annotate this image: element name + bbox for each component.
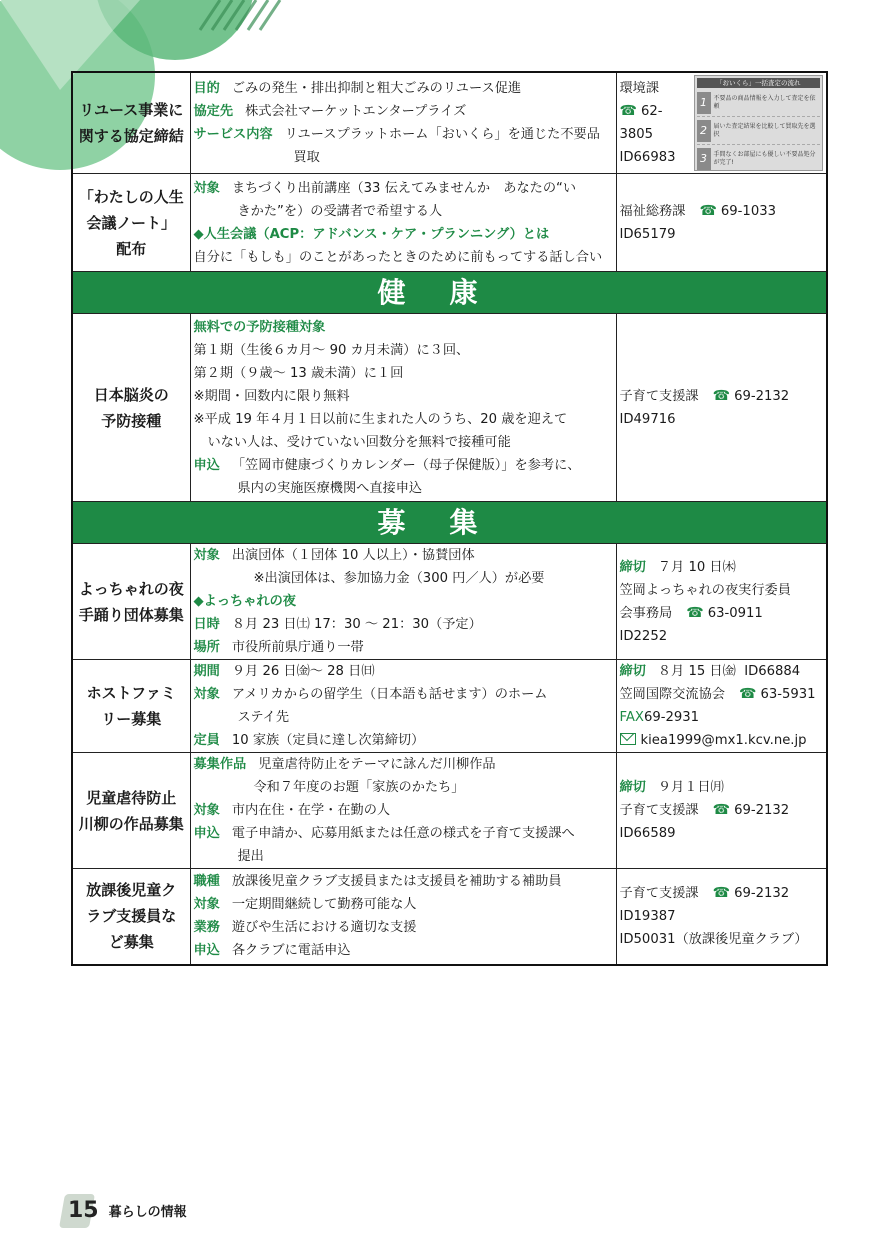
step-number: 2 bbox=[697, 120, 711, 142]
field-value: ９月 26 日㈮～ 28 日㈰ bbox=[231, 664, 375, 679]
field-value: 放課後児童クラブ支援員または支援員を補助する補助員 bbox=[231, 874, 562, 890]
step-text: 不要品の商品情報を入力して査定を依頼 bbox=[713, 94, 816, 110]
field-value: 電子申請か、応募用紙または任意の様式を子育て支援課へ bbox=[231, 826, 575, 841]
title-line: ホストファミ bbox=[86, 684, 176, 702]
field-value-cont: 令和７年度のお題「家族のかたち」 bbox=[253, 780, 465, 795]
title-line: 関する協定締結 bbox=[78, 127, 184, 145]
field-value-cont: きかた”を）の受講者で希望する人 bbox=[237, 203, 443, 219]
field-value: 10 家族（定員に達し次第締切） bbox=[231, 733, 425, 748]
field-value-cont: ステイ先 bbox=[237, 710, 290, 725]
deadline-date: ８月 15 日㈮ bbox=[657, 664, 736, 679]
phone-number: 63-0911 bbox=[707, 605, 763, 621]
text-line: いない人は、受けていない回数分を無料で接種可能 bbox=[207, 434, 511, 450]
phone-number: 63-5931 bbox=[760, 687, 816, 702]
dept-name: 子育て支援課 bbox=[619, 388, 699, 404]
acp-text: 自分に「もしも」のことがあったときのために前もってする話し合い bbox=[193, 249, 603, 265]
text-line: 第２期（９歳～ 13 歳未満）に１回 bbox=[193, 365, 404, 381]
row-contact bbox=[616, 544, 827, 660]
flow-title: 「おいくら」一括査定の流れ bbox=[697, 78, 821, 88]
phone-icon: ☎ bbox=[619, 103, 637, 119]
page-footer bbox=[68, 1198, 187, 1223]
section-header-health bbox=[72, 272, 827, 314]
row-title bbox=[72, 314, 190, 502]
phone-icon: ☎ bbox=[699, 202, 717, 219]
deadline-date: ９月１日㈪ bbox=[657, 780, 724, 795]
row-content bbox=[190, 544, 616, 660]
dept-name: 環境課 bbox=[619, 81, 660, 96]
section-title: 募集 bbox=[72, 502, 827, 544]
row-title bbox=[72, 869, 190, 965]
field-note: ※出演団体は、参加協力金（300 円／人）が必要 bbox=[253, 571, 545, 586]
text-line: ※平成 19 年４月１日以前に生まれた人のうち、20 歳を迎えて bbox=[193, 411, 568, 427]
phone-icon: ☎ bbox=[712, 802, 731, 818]
field-value: リユースプラットホーム「おいくら」を通じた不要品 bbox=[284, 127, 600, 142]
footer-section-label: 暮らしの情報 bbox=[108, 1205, 187, 1220]
row-content bbox=[190, 72, 616, 174]
section-subheading: 無料での予防接種対象 bbox=[193, 319, 326, 335]
row-contact bbox=[616, 753, 827, 869]
office-name: 会事務局 bbox=[619, 605, 673, 621]
step-text: 手間なくお部屋にも優しい不要品処分が完了! bbox=[713, 150, 816, 166]
table-row-reuse bbox=[72, 72, 827, 174]
field-label: 日時 bbox=[193, 617, 220, 632]
row-contact bbox=[616, 174, 827, 272]
text-line: ※期間・回数内に限り無料 bbox=[193, 388, 350, 404]
table-row-homestay bbox=[72, 660, 827, 753]
field-value: 株式会社マーケットエンタープライズ bbox=[245, 104, 467, 119]
row-title bbox=[72, 72, 190, 174]
field-label: 目的 bbox=[193, 81, 220, 96]
field-value: 各クラブに電話申込 bbox=[231, 943, 351, 959]
field-value-cont: 県内の実施医療機関へ直接申込 bbox=[237, 480, 423, 496]
title-line: 放課後児童ク bbox=[86, 881, 177, 900]
field-label: 対象 bbox=[193, 897, 220, 913]
table-row-senryu bbox=[72, 753, 827, 869]
row-title bbox=[72, 174, 190, 272]
field-value: アメリカからの留学生（日本語も話せます）のホーム bbox=[231, 687, 548, 702]
field-label: 期間 bbox=[193, 664, 220, 679]
email-address[interactable]: kiea1999@mx1.kcv.ne.jp bbox=[640, 733, 807, 748]
row-title bbox=[72, 544, 190, 660]
field-label: 対象 bbox=[193, 548, 220, 563]
title-line: 「わたしの人生 bbox=[78, 187, 184, 206]
phone-number: 69-1033 bbox=[720, 203, 776, 219]
title-line: リユース事業に bbox=[79, 101, 184, 119]
step-text: 届いた査定結果を比較して買取先を選択 bbox=[713, 122, 816, 138]
page-id: ID66884 bbox=[744, 664, 801, 679]
flow-step bbox=[697, 117, 821, 145]
title-line: リー募集 bbox=[101, 710, 162, 728]
field-value: 市内在住・在学・在勤の人 bbox=[231, 803, 391, 818]
field-label: 定員 bbox=[193, 733, 220, 748]
page-id: ID19387 bbox=[619, 908, 676, 924]
row-contact bbox=[616, 72, 827, 174]
page-id: ID66983 bbox=[619, 150, 676, 165]
field-label: 対象 bbox=[193, 180, 220, 196]
deadline-date: ７月 10 日㈭ bbox=[657, 559, 736, 575]
row-contact bbox=[616, 314, 827, 502]
deadline-label: 締切 bbox=[619, 664, 646, 679]
section-title: 健康 bbox=[72, 272, 827, 314]
dept-name: 福祉総務課 bbox=[619, 203, 686, 219]
field-value: まちづくり出前講座（33 伝えてみませんか あなたの“い bbox=[231, 180, 577, 196]
field-label: サービス内容 bbox=[193, 127, 273, 142]
row-content bbox=[190, 869, 616, 965]
page-id: ID66589 bbox=[619, 826, 676, 841]
field-value: 児童虐待防止をテーマに詠んだ川柳作品 bbox=[258, 757, 496, 772]
page-id: ID50031（放課後児童クラブ） bbox=[619, 931, 808, 947]
info-table bbox=[71, 71, 828, 966]
title-line: 会議ノート」 bbox=[86, 213, 177, 232]
title-line: 配布 bbox=[116, 239, 147, 258]
step-number: 3 bbox=[697, 148, 711, 170]
event-heading: ◆よっちゃれの夜 bbox=[193, 594, 296, 609]
phone-icon: ☎ bbox=[712, 884, 731, 901]
title-line: ど募集 bbox=[108, 933, 154, 952]
row-contact bbox=[616, 660, 827, 753]
step-number: 1 bbox=[697, 92, 711, 114]
phone-icon: ☎ bbox=[739, 686, 757, 702]
table-row-afterschool bbox=[72, 869, 827, 965]
field-label: 申込 bbox=[193, 943, 220, 959]
row-title bbox=[72, 660, 190, 753]
field-label: 募集作品 bbox=[193, 757, 247, 772]
page-number bbox=[68, 1198, 99, 1223]
row-content bbox=[190, 660, 616, 753]
acp-heading: ◆人生会議（ACP：アドバンス・ケア・プランニング）とは bbox=[193, 226, 550, 242]
page-id: ID2252 bbox=[619, 628, 668, 644]
phone-number: 69-2132 bbox=[734, 803, 790, 818]
row-title bbox=[72, 753, 190, 869]
field-value: 出演団体（１団体 10 人以上）・協賛団体 bbox=[231, 548, 475, 563]
fax-number: 69-2931 bbox=[643, 710, 700, 725]
org-name: 笠岡国際交流協会 bbox=[619, 687, 725, 702]
field-value: 一定期間継続して勤務可能な人 bbox=[231, 897, 417, 913]
section-header-recruit bbox=[72, 502, 827, 544]
table-row-encephalitis bbox=[72, 314, 827, 502]
text-line: 第１期（生後６カ月～ 90 カ月未満）に３回、 bbox=[193, 342, 470, 358]
field-value: 遊びや生活における適切な支援 bbox=[231, 920, 417, 936]
title-line: 日本脳炎の bbox=[93, 385, 169, 404]
deadline-label: 締切 bbox=[619, 780, 646, 795]
field-label: 場所 bbox=[193, 640, 220, 655]
page-id: ID49716 bbox=[619, 411, 676, 427]
phone-number: 69-2132 bbox=[734, 388, 790, 404]
field-label: 協定先 bbox=[193, 104, 234, 119]
oikura-flow-illustration bbox=[694, 75, 824, 171]
field-value: ごみの発生・排出抑制と粗大ごみのリユース促進 bbox=[231, 81, 522, 96]
field-value-cont: 買取 bbox=[293, 150, 320, 165]
field-value: ８月 23 日㈯ 17：30 ～ 21：30（予定） bbox=[231, 617, 482, 632]
dept-name: 子育て支援課 bbox=[619, 803, 699, 818]
row-content bbox=[190, 753, 616, 869]
title-line: 児童虐待防止 bbox=[86, 788, 177, 807]
phone-number: 69-2132 bbox=[734, 885, 790, 901]
title-line: ラブ支援員な bbox=[86, 907, 177, 926]
flow-step bbox=[697, 145, 821, 171]
title-line: 川柳の作品募集 bbox=[78, 814, 184, 833]
field-label: 業務 bbox=[193, 920, 220, 936]
field-value-cont: 提出 bbox=[237, 849, 264, 864]
field-label: 対象 bbox=[193, 803, 220, 818]
phone-icon: ☎ bbox=[686, 604, 704, 621]
field-label: 申込 bbox=[193, 457, 220, 473]
field-value: 「笠岡市健康づくりカレンダー（母子保健版）」を参考に、 bbox=[231, 457, 581, 473]
table-row-notebook bbox=[72, 174, 827, 272]
field-value: 市役所前県庁通り一帯 bbox=[231, 640, 364, 655]
row-content bbox=[190, 314, 616, 502]
row-contact bbox=[616, 869, 827, 965]
fax-label: FAX bbox=[619, 710, 644, 725]
org-name: 笠岡よっちゃれの夜実行委員 bbox=[619, 582, 791, 598]
field-label: 申込 bbox=[193, 826, 220, 841]
page-id: ID65179 bbox=[619, 226, 676, 242]
row-content bbox=[190, 174, 616, 272]
table-row-yocchare bbox=[72, 544, 827, 660]
title-line: 手踊り団体募集 bbox=[78, 605, 184, 624]
field-label: 職種 bbox=[193, 874, 220, 890]
phone-icon: ☎ bbox=[712, 387, 731, 404]
title-line: 予防接種 bbox=[101, 411, 162, 430]
page-number-text: 15 bbox=[68, 1198, 99, 1223]
flow-step bbox=[697, 89, 821, 117]
mail-icon bbox=[620, 733, 636, 745]
dept-name: 子育て支援課 bbox=[619, 885, 699, 901]
title-line: よっちゃれの夜 bbox=[78, 579, 184, 598]
deadline-label: 締切 bbox=[619, 559, 646, 575]
phone-number: 62-3805 bbox=[619, 104, 663, 142]
field-label: 対象 bbox=[193, 687, 220, 702]
